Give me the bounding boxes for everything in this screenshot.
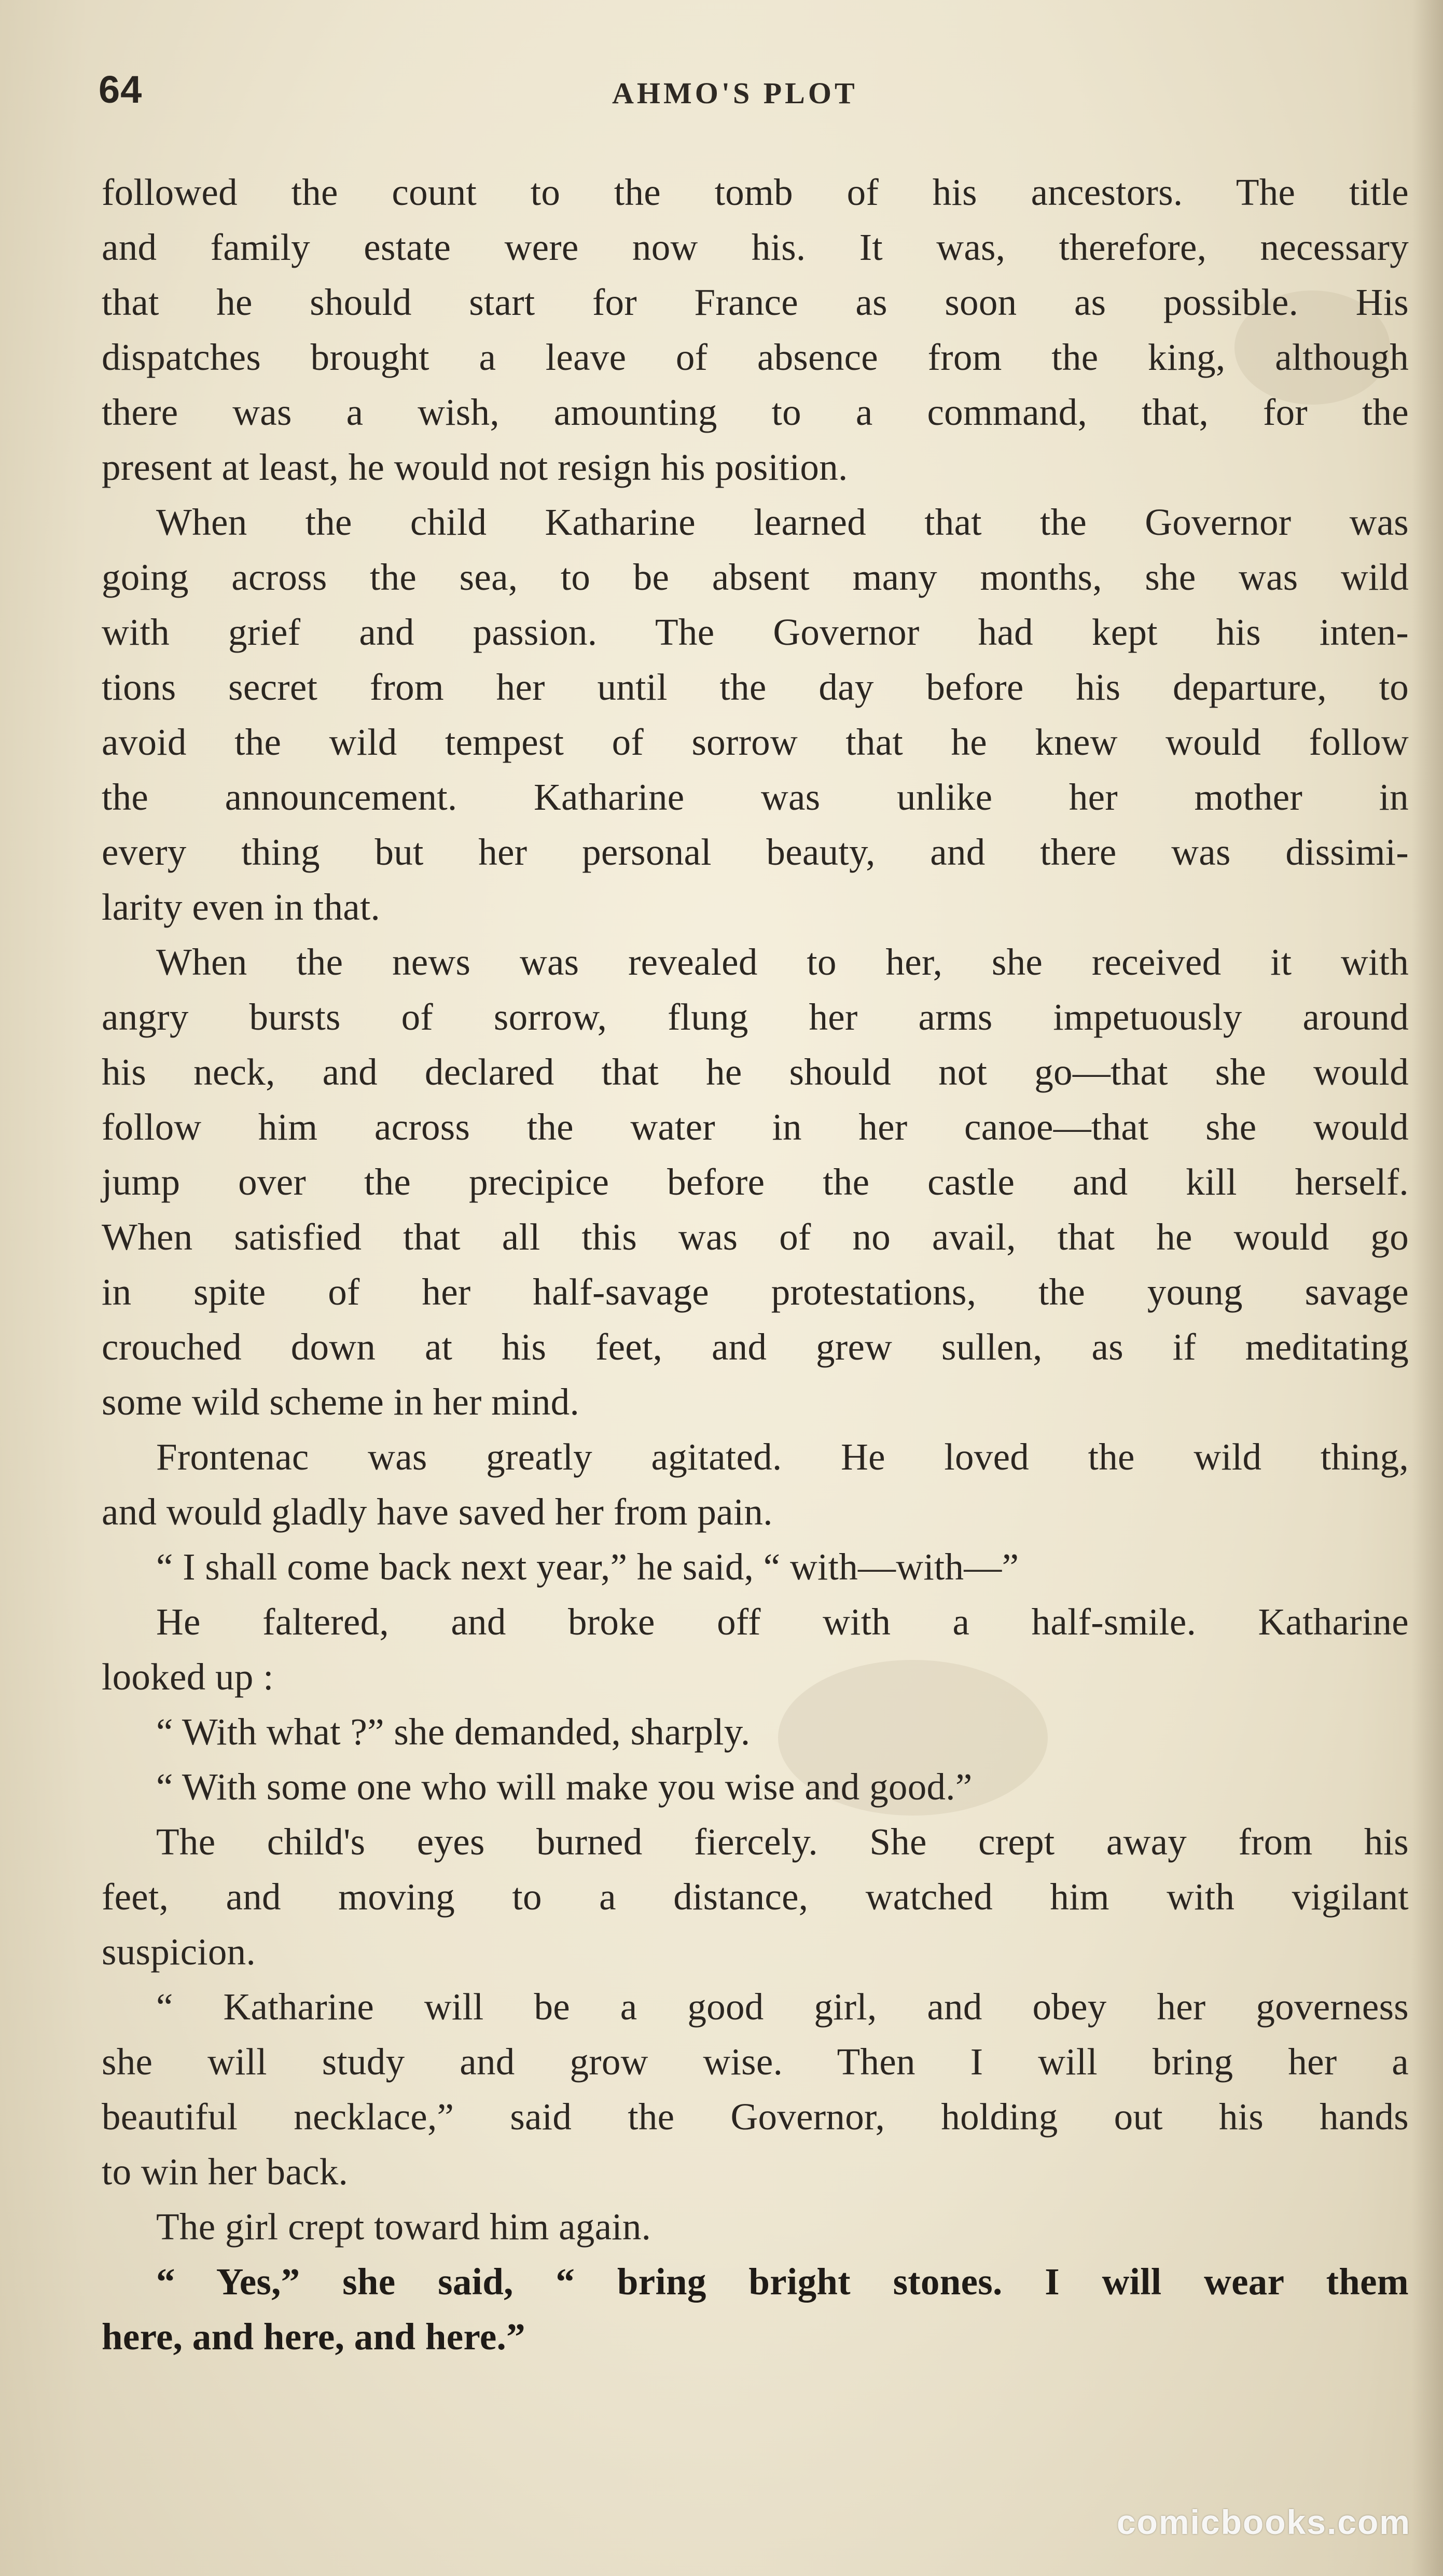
text-line: When the news was revealed to her, she received it with bbox=[156, 941, 1409, 983]
text-line: He faltered, and broke off with a half-smile. Katharine bbox=[156, 1601, 1409, 1643]
text-line: going across the sea, to be absent many months, she was wild bbox=[102, 556, 1409, 598]
text-line: When satisfied that all this was of no avail, that he would go bbox=[102, 1216, 1409, 1258]
text-line: here, and here, and here.” bbox=[102, 2316, 525, 2358]
text-line: When the child Katharine learned that the Governor was bbox=[156, 501, 1409, 543]
text-line: “ Yes,” she said, “ bring bright stones. I will wear them bbox=[156, 2261, 1409, 2303]
text-line: to win her back. bbox=[102, 2151, 349, 2193]
text-line: in spite of her half-savage protestations, the young savage bbox=[102, 1271, 1409, 1313]
page-number: 64 bbox=[99, 68, 143, 111]
text-line: larity even in that. bbox=[102, 886, 381, 928]
text-line: followed the count to the tomb of his ancestors. The title bbox=[102, 171, 1409, 213]
text-line: there was a wish, amounting to a command, that, for the bbox=[102, 391, 1409, 433]
text-line: the announcement. Katharine was unlike her mother in bbox=[102, 776, 1409, 818]
text-line: “ I shall come back next year,” he said, “ with—with—” bbox=[156, 1546, 1019, 1588]
page-edge-shadow bbox=[1412, 0, 1443, 2576]
running-head: AHMO'S PLOT bbox=[612, 76, 858, 110]
text-line: beautiful necklace,” said the Governor, holding out his hands bbox=[102, 2096, 1409, 2138]
page-header bbox=[99, 62, 1406, 114]
body-text bbox=[102, 165, 1409, 2364]
text-line: and would gladly have saved her from pain. bbox=[102, 1491, 773, 1533]
text-line: “ Katharine will be a good girl, and obey her governess bbox=[156, 1986, 1409, 2028]
text-line: dispatches brought a leave of absence from the king, although bbox=[102, 336, 1409, 378]
text-line: suspicion. bbox=[102, 1931, 256, 1973]
text-line: crouched down at his feet, and grew sullen, as if meditating bbox=[102, 1326, 1409, 1368]
text-line: some wild scheme in her mind. bbox=[102, 1381, 580, 1423]
text-line: follow him across the water in her canoe—that she would bbox=[102, 1106, 1409, 1148]
text-line: avoid the wild tempest of sorrow that he knew would follow bbox=[102, 721, 1409, 763]
text-line: angry bursts of sorrow, flung her arms impetuously around bbox=[102, 996, 1409, 1038]
text-line: The girl crept toward him again. bbox=[156, 2206, 651, 2248]
site-watermark: comicbooks.com bbox=[1116, 2503, 1411, 2541]
text-line: she will study and grow wise. Then I will bring her a bbox=[102, 2041, 1409, 2083]
text-line: that he should start for France as soon as possible. His bbox=[102, 281, 1409, 323]
text-line: jump over the precipice before the castle and kill herself. bbox=[102, 1161, 1409, 1203]
text-line: every thing but her personal beauty, and there was dissimi- bbox=[102, 831, 1409, 873]
text-line: feet, and moving to a distance, watched him with vigilant bbox=[102, 1876, 1409, 1918]
text-line: looked up : bbox=[102, 1656, 274, 1698]
text-line: and family estate were now his. It was, therefore, necessary bbox=[102, 226, 1409, 268]
text-line: “ With what ?” she demanded, sharply. bbox=[156, 1711, 751, 1753]
text-line: present at least, he would not resign his position. bbox=[102, 446, 848, 488]
text-line: Frontenac was greatly agitated. He loved the wild thing, bbox=[156, 1436, 1409, 1478]
text-line: tions secret from her until the day before his departure, to bbox=[102, 666, 1409, 708]
text-line: with grief and passion. The Governor had kept his inten- bbox=[102, 611, 1409, 653]
text-line: “ With some one who will make you wise and good.” bbox=[156, 1766, 973, 1808]
text-line: his neck, and declared that he should not go—that she would bbox=[102, 1051, 1409, 1093]
text-line: The child's eyes burned fiercely. She crept away from his bbox=[156, 1821, 1409, 1863]
